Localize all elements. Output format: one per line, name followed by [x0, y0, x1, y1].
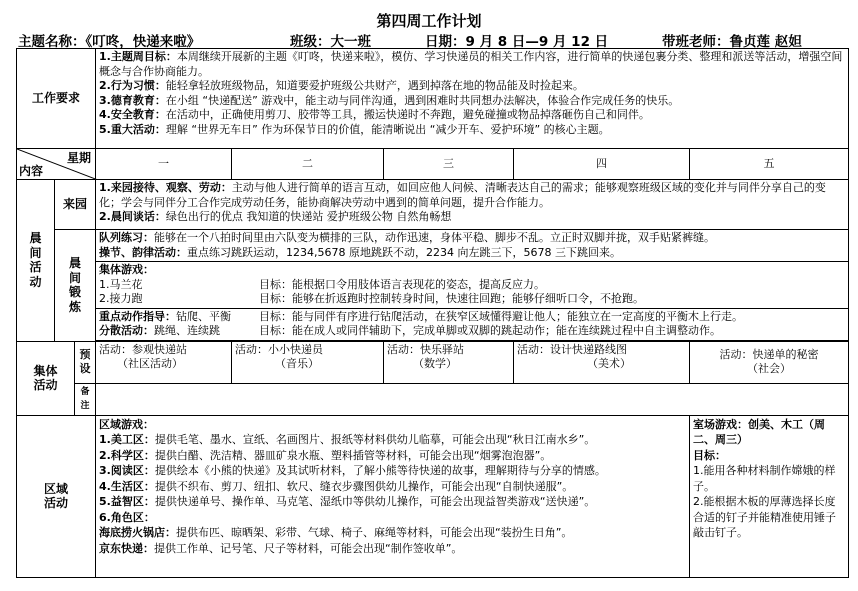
- group-games-content: 集体游戏： 1.马兰花 目标：能根据口令用肢体语言表现花的姿态，提高反应力。 2.接力跑 目标：能够在折返跑时控制转身时间，快速往回跑；能够仔细听口令，不抢跑。: [96, 262, 849, 309]
- area-item: 2.科学区：提供白醋、洗洁精、器皿矿泉水瓶、塑料插管等材料，可能会出现“烟雾泡泡器”。: [99, 448, 552, 462]
- morning-label: 晨间活动: [17, 180, 55, 342]
- focus-split-content: 重点动作指导：钻爬、平衡 目标：能与同伴有序进行钻爬活动，在狭窄区域懂得避让他人；能独立在一定高度的平衡木上行走。 分散活动：跳绳、连续跳 目标：能在成人或同伴辅助下，完成单脚或双脚的跳起动作；能在连续跳过程中自主调整动作。: [96, 308, 849, 340]
- plan-label: 预设: [75, 341, 96, 383]
- note-content: [96, 383, 849, 415]
- game-item: 1.马兰花 目标：能根据口令用肢体语言表现花的姿态，提高反应力。: [99, 277, 546, 291]
- theme-name: 主题名称：《叮咚，快递来啦》: [18, 34, 201, 50]
- note-label: 备注: [75, 383, 96, 415]
- area-label: 区域活动: [17, 415, 96, 577]
- plan-table: [16, 48, 849, 578]
- group-label: 集体活动: [17, 341, 75, 415]
- exercise-label: 晨间锻炼: [55, 230, 96, 342]
- day-wednesday: 三: [384, 149, 514, 180]
- content-label: 内容: [19, 163, 44, 178]
- activity-wednesday: 活动：快乐驿站 （数学）: [384, 341, 514, 383]
- week-label: 星期: [67, 151, 92, 165]
- area-item: 京东快递：提供工作单、记号笔、尺子等材料，可能会出现“制作签收单”。: [99, 541, 463, 555]
- area-item: 4.生活区：提供不织布、剪刀、纽扣、软尺、缝衣步骤图供幼儿操作，可能会出现“自制快递服”。: [99, 479, 574, 493]
- area-item: 5.益智区：提供快递单号、操作单、马克笔、湿纸巾等供幼儿操作，可能会出现益智类游戏“送快递”。: [99, 495, 596, 508]
- venue-content: 室场游戏：创美、木工（周二、周三） 目标： 1.能用各种材料制作嫦娥的样子。 2.能根据木板的厚薄选择长度合适的钉子并能精准使用锤子敲击钉子。: [690, 415, 849, 577]
- area-item: 3.阅读区：提供绘本《小熊的快递》及其试听材料，了解小熊等待快递的故事，理解期待与分享的情感。: [99, 464, 606, 477]
- activity-thursday: 活动：设计快递路线图 （美术）: [514, 341, 690, 383]
- page-title: 第四周工作计划: [376, 12, 482, 30]
- date-range: 日期：9 月 8 日—9 月 12 日: [425, 34, 609, 50]
- formation-content: 队列练习：能够在一个八拍时间里由六队变为横排的三队，动作迅速，身体平稳、脚步不乱。立正时双脚并拢，双手贴紧裤缝。 操节、韵律活动：重点练习跳跃运动，1234,5678 原地跳跃不动，2234 向左跳三下，5678 三下跳回来。: [96, 230, 849, 262]
- activity-tuesday: 活动：小小快递员 （音乐）: [232, 341, 384, 383]
- teachers: 带班老师：鲁贞莲 赵妲: [662, 34, 802, 50]
- area-content: 区域游戏： 1.美工区：提供毛笔、墨水、宣纸、名画图片、报纸等材料供幼儿临摹，可能会出现“秋日江南水乡”。 2.科学区：提供白醋、洗洁精、器皿矿泉水瓶、塑料插管等材料，可能会出现“烟雾泡泡器”。 3.阅读区：提供绘本《小熊的快递》及其试听材料，了解小熊等待快递的故事，理解期待与分享的情感。 4.生活区：提供不织布、剪刀、纽扣、软尺、缝衣步骤图供幼儿操作，可能会出现“自制快递服”。 5.益智区：提供快递单号、操作单、马克笔、湿纸巾等供幼儿操作，可能会出现益智类游戏“送快递”。 6.角色区： 海底捞火锅店：提供布匹、晾晒架、彩带、气球、椅子、麻绳等材料，可能会出现“装扮生日角”。 京东快递：提供工作单、记号笔、尺子等材料，可能会出现“制作签收单”。: [96, 415, 690, 577]
- week-content-header: [17, 149, 96, 180]
- requirement-item: 3.德育教育：在小组 “快递配送” 游戏中，能主动与同伴沟通，遇到困难时共同想办法解决，体验合作完成任务的快乐。: [99, 93, 680, 107]
- requirement-item: 5.重大活动：理解 “世界无车日” 作为环保节日的价值，能清晰说出 “减少开车、爱护环境” 的核心主题。: [99, 122, 610, 136]
- game-item: 2.接力跑 目标：能够在折返跑时控制转身时间，快速往回跑；能够仔细听口令，不抢跑。: [99, 292, 645, 305]
- requirement-item: 4.安全教育：在活动中，正确使用剪刀、胶带等工具，搬运快递时不奔跑，避免碰撞或物品掉落砸伤自己和同伴。: [99, 108, 650, 121]
- requirement-item: 1.主题周目标：本周继续开展新的主题《叮咚，快递来啦》，模仿、学习快递员的相关工作内容，进行简单的快递包裹分类、整理和派送等活动，增强空间概念与合作协商能力。: [99, 50, 843, 78]
- day-friday: 五: [690, 149, 849, 180]
- day-thursday: 四: [514, 149, 690, 180]
- arrival-content: 1.来园接待、观察、劳动：主动与他人进行简单的语言互动，如回应他人问候、清晰表达自己的需求；能够观察班级区域的变化并与同伴分享自己的变化；学会与同伴分工合作完成劳动任务，能协商解决劳动中遇到的简单问题，提升合作能力。 2.晨间谈话：绿色出行的优点 我知道的快递站 爱护班级公物 自然角畅想: [96, 180, 849, 230]
- requirements-label: 工作要求: [17, 49, 96, 149]
- day-monday: 一: [96, 149, 232, 180]
- requirement-item: 2.行为习惯：能轻拿轻放班级物品，知道要爱护班级公共财产，遇到掉落在地的物品能及时捡起来。: [99, 79, 584, 92]
- area-item: 6.角色区：: [99, 510, 155, 524]
- arrival-label: 来园: [55, 180, 96, 230]
- area-item: 1.美工区：提供毛笔、墨水、宣纸、名画图片、报纸等材料供幼儿临摹，可能会出现“秋日江南水乡”。: [99, 433, 596, 446]
- area-item: 海底捞火锅店：提供布匹、晾晒架、彩带、气球、椅子、麻绳等材料，可能会出现“装扮生日角”。: [99, 526, 573, 539]
- requirements-content: [96, 49, 849, 149]
- activity-monday: 活动：参观快递站 （社区活动）: [96, 341, 232, 383]
- activity-friday: 活动：快递单的秘密 （社会）: [690, 341, 849, 383]
- class-name: 班级：大一班: [290, 34, 371, 50]
- day-tuesday: 二: [232, 149, 384, 180]
